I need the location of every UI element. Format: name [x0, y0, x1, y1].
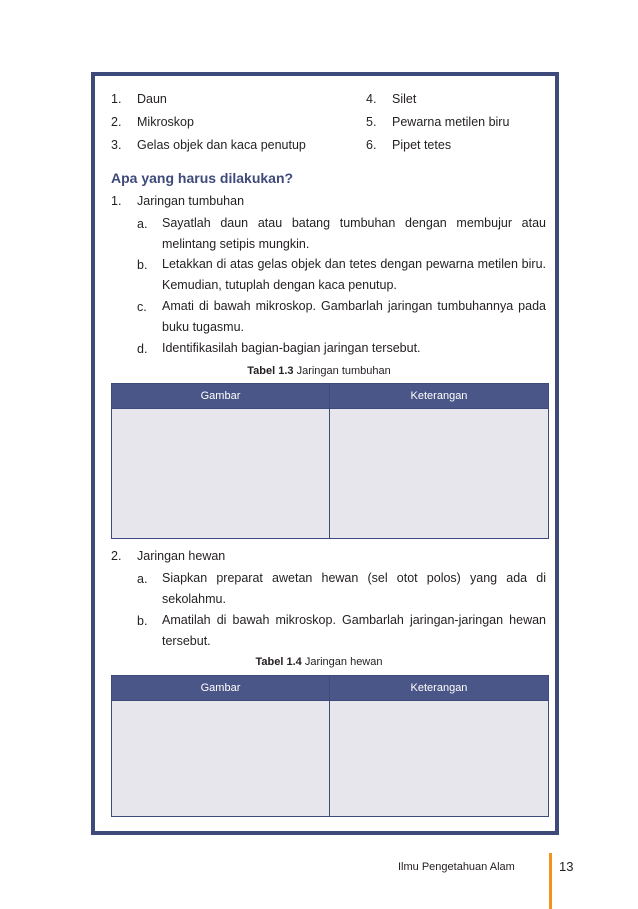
- page-number: 13: [559, 859, 574, 874]
- section-number: 1.: [111, 194, 122, 208]
- step-text: Amati di bawah mikroskop. Gambarlah jaringan tumbuhannya pada buku tugasmu.: [162, 299, 546, 334]
- material-item: Daun: [137, 92, 167, 106]
- material-number: 3.: [111, 138, 122, 152]
- material-item: Silet: [392, 92, 417, 106]
- step-letter: c.: [137, 300, 147, 314]
- step-text: Siapkan preparat awetan hewan (sel otot polos) yang ada di sekolahmu.: [162, 571, 546, 606]
- step-text: Amatilah di bawah mikroskop. Gambarlah jaringan-jaringan hewan tersebut.: [162, 613, 546, 648]
- table-cell-gambar[interactable]: [112, 409, 330, 539]
- plant-tissue-table: [111, 383, 549, 539]
- table-caption: [0, 655, 638, 669]
- material-number: 6.: [366, 138, 377, 152]
- step-letter: a.: [137, 217, 148, 231]
- step-letter: b.: [137, 614, 148, 628]
- material-number: 1.: [111, 92, 122, 106]
- step-text: Identifikasilah bagian-bagian jaringan tersebut.: [162, 341, 421, 355]
- material-number: 2.: [111, 115, 122, 129]
- step-text: Letakkan di atas gelas objek dan tetes dengan pewarna metilen biru. Kemudian, tutuplah dengan kaca penutup.: [162, 257, 546, 292]
- material-item: Mikroskop: [137, 115, 194, 129]
- table-caption-label: Tabel 1.4: [255, 656, 302, 668]
- table-caption-text: Jaringan tumbuhan: [293, 365, 391, 377]
- step-letter: a.: [137, 572, 148, 586]
- table-caption: [0, 364, 638, 378]
- column-header-keterangan: Keterangan: [330, 676, 549, 701]
- column-header-gambar: Gambar: [112, 384, 330, 409]
- table-caption-label: Tabel 1.3: [247, 365, 294, 377]
- material-number: 5.: [366, 115, 377, 129]
- footer-accent-bar: [549, 853, 552, 909]
- section-title: Jaringan tumbuhan: [137, 194, 245, 208]
- animal-tissue-table: [111, 675, 549, 817]
- table-caption-text: Jaringan hewan: [301, 656, 383, 668]
- column-header-gambar: Gambar: [112, 676, 330, 701]
- material-item: Pipet tetes: [392, 138, 452, 152]
- step-text: Sayatlah daun atau batang tumbuhan dengan membujur atau melintang setipis mungkin.: [162, 216, 546, 251]
- material-item: Pewarna metilen biru: [392, 115, 510, 129]
- material-number: 4.: [366, 92, 377, 106]
- step-letter: d.: [137, 342, 148, 356]
- table-cell-keterangan[interactable]: [330, 409, 549, 539]
- table-cell-gambar[interactable]: [112, 701, 330, 817]
- section-title: Jaringan hewan: [137, 549, 226, 563]
- section-number: 2.: [111, 549, 122, 563]
- material-item: Gelas objek dan kaca penutup: [137, 138, 306, 152]
- section-heading: Apa yang harus dilakukan?: [111, 170, 294, 186]
- footer-book-title: Ilmu Pengetahuan Alam: [398, 861, 515, 873]
- table-cell-keterangan[interactable]: [330, 701, 549, 817]
- step-letter: b.: [137, 258, 148, 272]
- column-header-keterangan: Keterangan: [330, 384, 549, 409]
